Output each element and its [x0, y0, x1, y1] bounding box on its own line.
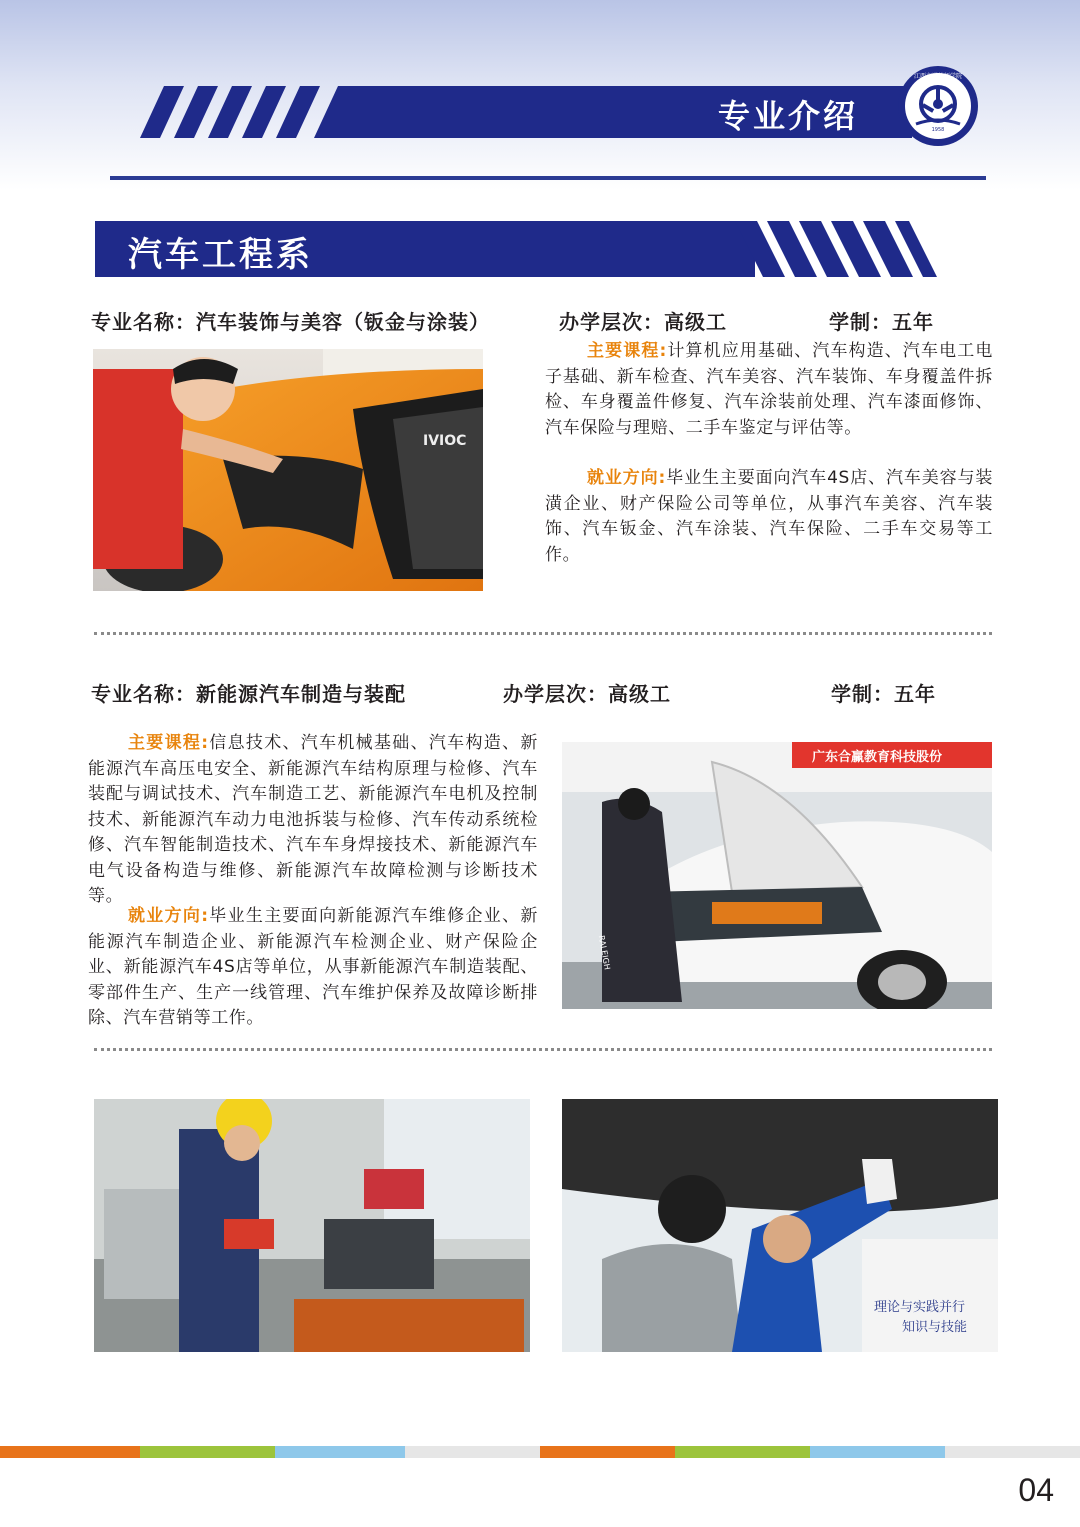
program2-level-line: [503, 678, 671, 707]
logo-year: 1958: [931, 127, 945, 133]
program1-name-label: 专业名称：: [91, 310, 196, 334]
program2-duration: 五年: [894, 682, 936, 706]
program1-duration-label: 学制：: [829, 310, 892, 334]
program1-duration-line: [829, 306, 934, 335]
program1-name: 汽车装饰与美容（钣金与涂装）: [196, 310, 490, 334]
program2-level: 高级工: [608, 682, 671, 706]
program1-courses-label: 主要课程:: [587, 341, 667, 361]
photo-undercar-inspection: [562, 1099, 998, 1352]
photo-battery-workshop: [94, 1099, 530, 1352]
program2-level-label: 办学层次：: [503, 682, 608, 706]
program2-courses-label: 主要课程:: [128, 733, 209, 753]
program2-name: 新能源汽车制造与装配: [196, 682, 406, 706]
page-number: 04: [1018, 1472, 1054, 1508]
photo-car-detailing: [93, 349, 483, 591]
header-divider: [110, 176, 986, 180]
photo-banner-sign: 广东合赢教育科技股份: [812, 750, 943, 765]
program1-jobs-text: 毕业生主要面向汽车4S店、汽车美容与装潢企业、财产保险公司等单位，从事汽车美容、汽车装饰、汽车钣金、汽车涂装、汽车保险、二手车交易等工作。: [545, 468, 993, 565]
photo-ev-engine-bay: [562, 742, 992, 1009]
program1-level-label: 办学层次：: [559, 310, 664, 334]
program1-courses: [545, 339, 993, 441]
program1-level: 高级工: [664, 310, 727, 334]
program2-duration-line: [831, 678, 936, 707]
footer-color-strip: [0, 1446, 1080, 1458]
program1-duration: 五年: [892, 310, 934, 334]
program1-jobs: [545, 466, 993, 568]
program1-jobs-label: 就业方向:: [587, 468, 666, 488]
program1-name-line: [91, 306, 490, 335]
section-banner: [140, 86, 912, 138]
program2-name-line: [91, 678, 406, 707]
department-bar: [95, 221, 937, 277]
photo-car-decal: IVIOC: [423, 433, 467, 449]
program2-jobs: [88, 904, 538, 1032]
photo-wall-slogan-2: 知识与技能: [902, 1320, 968, 1335]
school-logo: [896, 64, 980, 148]
program2-jobs-text: 毕业生主要面向新能源汽车维修企业、新能源汽车制造企业、新能源汽车检测企业、财产保险企业、新能源汽车4S店等单位，从事新能源汽车制造装配、零部件生产、生产一线管理、汽车维护保养及故障诊断排除、汽车营销等工作。: [88, 906, 538, 1028]
program2-courses: [88, 731, 538, 910]
program2-jobs-label: 就业方向:: [128, 906, 209, 926]
logo-text: 江西交通技师学院: [913, 73, 963, 80]
banner-title: 专业介绍: [717, 97, 858, 135]
department-title: 汽车工程系: [128, 235, 313, 275]
program2-duration-label: 学制：: [831, 682, 894, 706]
photo-jersey-text: RALEIGH: [596, 934, 612, 971]
section-divider-2: [94, 1048, 992, 1051]
program2-name-label: 专业名称：: [91, 682, 196, 706]
section-divider: [94, 632, 992, 635]
program2-courses-text: 信息技术、汽车机械基础、汽车构造、新能源汽车高压电安全、新能源汽车结构原理与检修、汽车装配与调试技术、汽车制造工艺、新能源汽车电机及控制技术、新能源汽车动力电池拆装与检修、汽车传动系统检修、汽车智能制造技术、汽车车身焊接技术、新能源汽车电气设备构造与维修、新能源汽车故障检测与诊断技术等。: [88, 733, 538, 906]
program1-level-line: [559, 306, 727, 335]
photo-wall-slogan-1: 理论与实践并行: [874, 1300, 966, 1315]
program1-courses-text: 计算机应用基础、汽车构造、汽车电工电子基础、新车检查、汽车美容、汽车装饰、车身覆盖件拆检、车身覆盖件修复、汽车涂装前处理、汽车漆面修饰、汽车保险与理赔、二手车鉴定与评估等。: [545, 341, 993, 438]
